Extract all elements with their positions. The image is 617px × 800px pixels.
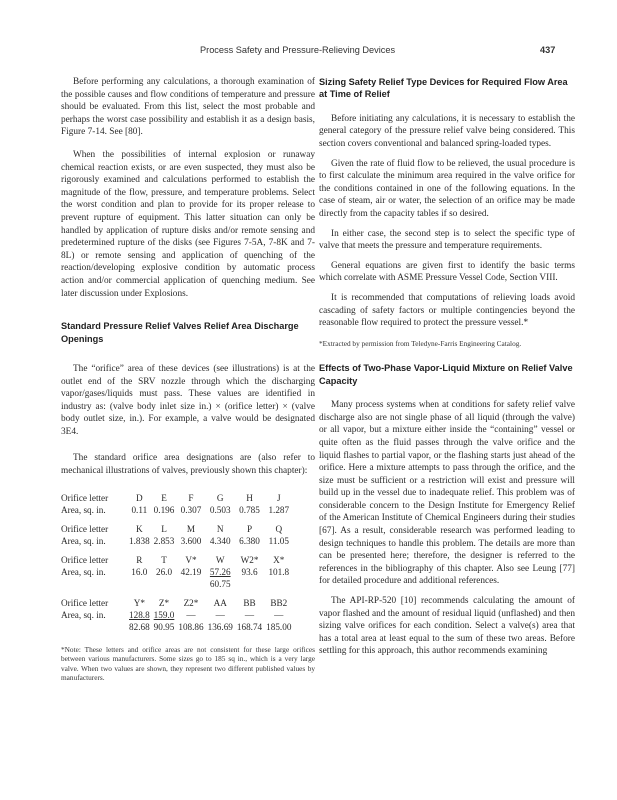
table-cell: 0.307: [180, 504, 202, 515]
table-cell: —: [244, 609, 255, 620]
table-cell: 90.95: [153, 621, 175, 632]
section-heading-sizing: Sizing Safety Relief Type Devices for Required Flow Area at Time of Relief: [319, 77, 568, 100]
table-cell: K: [136, 523, 143, 534]
table-cell: 3.600: [180, 535, 202, 546]
table-cell: 0.196: [153, 504, 175, 515]
table-cell: 101.8: [268, 566, 290, 577]
table-cell: 1.838: [129, 535, 150, 546]
row-label: Area, sq. in.: [61, 609, 106, 620]
page-number: 437: [540, 45, 556, 55]
table-cell: R: [136, 554, 143, 565]
table-cell: 42.19: [180, 566, 202, 577]
section-heading-two-phase: Effects of Two-Phase Vapor-Liquid Mixture on Relief Valve Capacity: [319, 363, 573, 386]
table-cell: —: [186, 609, 196, 620]
table-cell: [178, 578, 207, 590]
table-row: [61, 609, 295, 621]
right-paragraph-3: In either case, the second step is to select the specific type of valve that meets the pressure and temperature requirements.: [319, 228, 575, 252]
table-cell: 82.68: [129, 621, 150, 632]
table-row: [61, 504, 295, 516]
table-row: [61, 535, 295, 547]
table-cell: 26.0: [155, 566, 173, 577]
table-cell: BB2: [270, 597, 288, 608]
table-cell: J: [276, 492, 281, 503]
row-label: [61, 578, 129, 590]
table-cell: [237, 578, 266, 590]
left-paragraph-2: When the possibilities of internal explosion or runaway chemical reaction exists, or are even suspected, they must also be rigorously examined and calculations performed to establish the magnitude of the flow, pressure, and temperature problems. Select the worst condition and plan to provide for its proper release to prevent rupture of equipment. This latter situation can only be handled by application of rupture disks and/or remote sensing and predetermined rupture of the disks (see Figures 7-5A, 7-8K and 7-8L) or remote sensing and application of quenching of the reaction/developing explosive condition by automatic process action and/or commercial application of quenching medium. See later discussion under Explosions.: [61, 149, 315, 299]
table-cell: F: [188, 492, 194, 503]
right-paragraph-4: General equations are given first to identify the basic terms which correlate with ASME Pressure Vessel Code, Section VIII.: [319, 260, 575, 284]
row-label: Area, sq. in.: [61, 535, 106, 546]
table-cell: X*: [273, 554, 285, 565]
right-column: [319, 76, 575, 665]
table-cell: 2.853: [153, 535, 175, 546]
table-cell: 16.0: [131, 566, 148, 577]
table-cell: L: [161, 523, 167, 534]
table-cell: BB: [243, 597, 256, 608]
left-paragraph-1: Before performing any calculations, a thorough examination of the possible causes and flow conditions of temperature and pressure should be evaluated. From this list, select the most probable and perhaps the worst case possibility and establish it as a design basis, Figure 7-14. See [80].: [61, 77, 315, 138]
right-paragraph-1: Before initiating any calculations, it is necessary to establish the general category of the pressure relief valve being considered. This section covers conventional and balanced spring-loaded types.: [319, 113, 575, 149]
table-row: [61, 523, 295, 535]
left-paragraph-3: The “orifice” area of these devices (see illustrations) is at the outlet end of the SRV nozzle through which the discharging vapor/gases/liquids must pass. These values are identified in industry as: (valve body inlet size in.) × (orifice letter) × (valve body outlet size, in.). For example, a valve would be designated 3E4.: [61, 363, 315, 437]
table-cell: G: [216, 492, 224, 503]
table-cell: W2*: [240, 554, 259, 565]
row-label: [61, 621, 129, 633]
table-cell: W: [215, 554, 225, 565]
right-paragraph-7: The API-RP-520 [10] recommends calculating the amount of vapor flashed and the amount of residual liquid (unflashed) and then sizing valve orifices for each condition. Select a valve(s) area that has a total area at least equal to the sum of these two areas. Before settling for this approach, this author recommends examining: [319, 596, 575, 657]
table-row: [61, 578, 295, 590]
table-footnote: *Note: These letters and orifice areas are not consistent for these large orifices between various manufacturers. Some sizes go to 185 sq in., which is a very large valve. When two values are shown, they represent two different published values by manufacturers.: [61, 644, 315, 683]
left-column: [61, 76, 315, 683]
table-cell: 108.86: [178, 621, 204, 632]
table-cell: [266, 578, 295, 590]
table-cell: M: [186, 523, 196, 534]
table-cell: T: [161, 554, 167, 565]
table-row: [61, 597, 295, 609]
table-cell: 4.340: [209, 535, 231, 546]
orifice-table: [61, 492, 295, 633]
table-cell: —: [215, 609, 225, 620]
table-row: [61, 554, 295, 566]
table-cell: Z*: [158, 597, 170, 608]
table-cell: 60.75: [209, 578, 231, 589]
row-label: Orifice letter: [61, 597, 109, 608]
table-cell: 128.8: [129, 609, 150, 620]
right-paragraph-2: Given the rate of fluid flow to be relieved, the usual procedure is to first calculate the minimum area required in the valve orifice for the conditions contained in one of the following equations. In the case of steam, air or water, the selection of an orifice may be made directly from the capacity tables if so desired.: [319, 158, 575, 219]
table-cell: 0.503: [209, 504, 231, 515]
left-paragraph-4: The standard orifice area designations are (also refer to mechanical illustrations of valves, previously shown this chapter):: [61, 453, 315, 477]
table-row: [61, 492, 295, 504]
table-cell: H: [246, 492, 253, 503]
table-cell: 11.05: [268, 535, 289, 546]
table-cell: D: [136, 492, 143, 503]
table-cell: Q: [275, 523, 283, 534]
running-header: Process Safety and Pressure-Relieving Devices: [200, 45, 396, 55]
row-label: Orifice letter: [61, 554, 109, 565]
table-cell: 1.287: [268, 504, 290, 515]
row-label: Orifice letter: [61, 492, 109, 503]
table-cell: 168.74: [236, 621, 263, 632]
right-paragraph-6: Many process systems when at conditions for safety relief valve discharge also are not single phase of all liquid (through the valve) or all vapor, but a mixture either inside the “containing” vessel or quite often as the fluid passes through the valve orifice and the liquid flashes to partial vapor, or the flashing starts just ahead of the orifice. Here a mixture attempts to pass through the orifice, and the size must be sufficient or a restriction will exist and pressure will build up in the vessel due to inadequate relief. This problem was of considerable concern to the Design Institute for Emergency Relief of the American Institute of Chemical Engineers during their studies [67]. As a result, considerable research was performed leading to design techniques to handle this problem. The details are more than can be presented here; therefore, the designer is referred to the references in the bibliography of this chapter. Also see Leung [77] for detailed procedure and additional references.: [319, 400, 575, 587]
table-cell: 0.11: [131, 504, 148, 515]
table-row: [61, 566, 295, 578]
table-cell: [154, 578, 179, 590]
table-cell: E: [161, 492, 167, 503]
table-cell: P: [246, 523, 253, 534]
right-paragraph-5: It is recommended that computations of relieving loads avoid cascading of safety factors or multiple contingencies beyond the reasonable flow required to protect the pressure vessel.*: [319, 292, 575, 329]
table-cell: 159.0: [153, 609, 175, 620]
table-cell: Z2*: [183, 597, 199, 608]
catalog-footnote: *Extracted by permission from Teledyne-Farris Engineering Catalog.: [319, 338, 522, 348]
table-cell: AA: [213, 597, 227, 608]
table-cell: [129, 578, 154, 590]
table-cell: Y*: [133, 597, 145, 608]
table-cell: 0.785: [239, 504, 260, 515]
row-label: Area, sq. in.: [61, 566, 106, 577]
table-cell: 185.00: [266, 621, 292, 632]
table-cell: N: [216, 523, 224, 534]
table-cell: V*: [185, 554, 197, 565]
table-row: [61, 621, 295, 633]
table-cell: 136.69: [207, 621, 233, 632]
row-label: Area, sq. in.: [61, 504, 106, 515]
table-cell: 93.6: [241, 566, 258, 577]
section-heading-orifice: Standard Pressure Relief Valves Relief Area Discharge Openings: [61, 321, 299, 344]
row-label: Orifice letter: [61, 523, 109, 534]
table-cell: 6.380: [239, 535, 260, 546]
table-cell: —: [274, 609, 284, 620]
table-cell: 57.26: [209, 566, 231, 577]
